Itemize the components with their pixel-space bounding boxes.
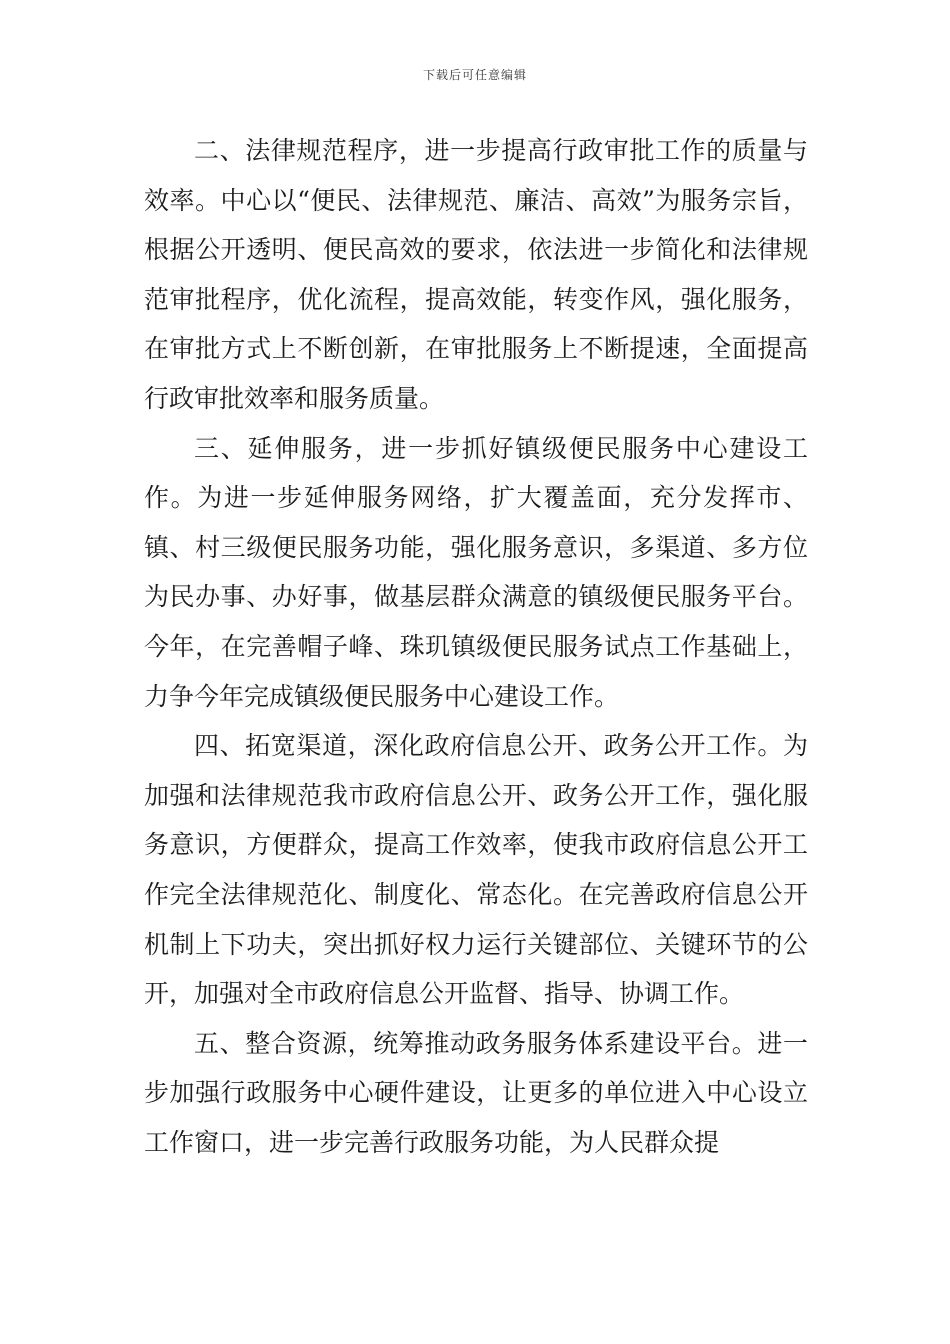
document-body (144, 126, 808, 1167)
paragraph-3-extend-service: 三、延伸服务，进一步抓好镇级便民服务中心建设工作。为进一步延伸服务网络，扩大覆盖面，充分发挥市、镇、村三级便民服务功能，强化服务意识，多渠道、多方位为民办事、办好事，做基层群众满意的镇级便民服务平台。今年，在完善帽子峰、珠玑镇级便民服务试点工作基础上，力争今年完成镇级便民服务中心建设工作。 (144, 433, 808, 711)
paragraph-5-integrate-resources: 五、整合资源，统筹推动政务服务体系建设平台。进一步加强行政服务中心硬件建设，让更多的单位进入中心设立工作窗口，进一步完善行政服务功能，为人民群众提 (144, 1028, 808, 1157)
paragraph-4-info-disclosure: 四、拓宽渠道，深化政府信息公开、政务公开工作。为加强和法律规范我市政府信息公开、政务公开工作，强化服务意识，方便群众，提高工作效率，使我市政府信息公开工作完全法律规范化、制度化、常态化。在完善政府信息公开机制上下功夫，突出抓好权力运行关键部位、关键环节的公开，加强对全市政府信息公开监督、指导、协调工作。 (144, 731, 808, 1009)
page-header-note: 下载后可任意编辑 (422, 68, 527, 82)
paragraph-2-procedure: 二、法律规范程序，进一步提高行政审批工作的质量与效率。中心以“便民、法律规范、廉洁、高效”为服务宗旨，根据公开透明、便民高效的要求，依法进一步简化和法律规范审批程序，优化流程，提高效能，转变作风，强化服务，在审批方式上不断创新，在审批服务上不断提速，全面提高行政审批效率和服务质量。 (144, 136, 808, 413)
